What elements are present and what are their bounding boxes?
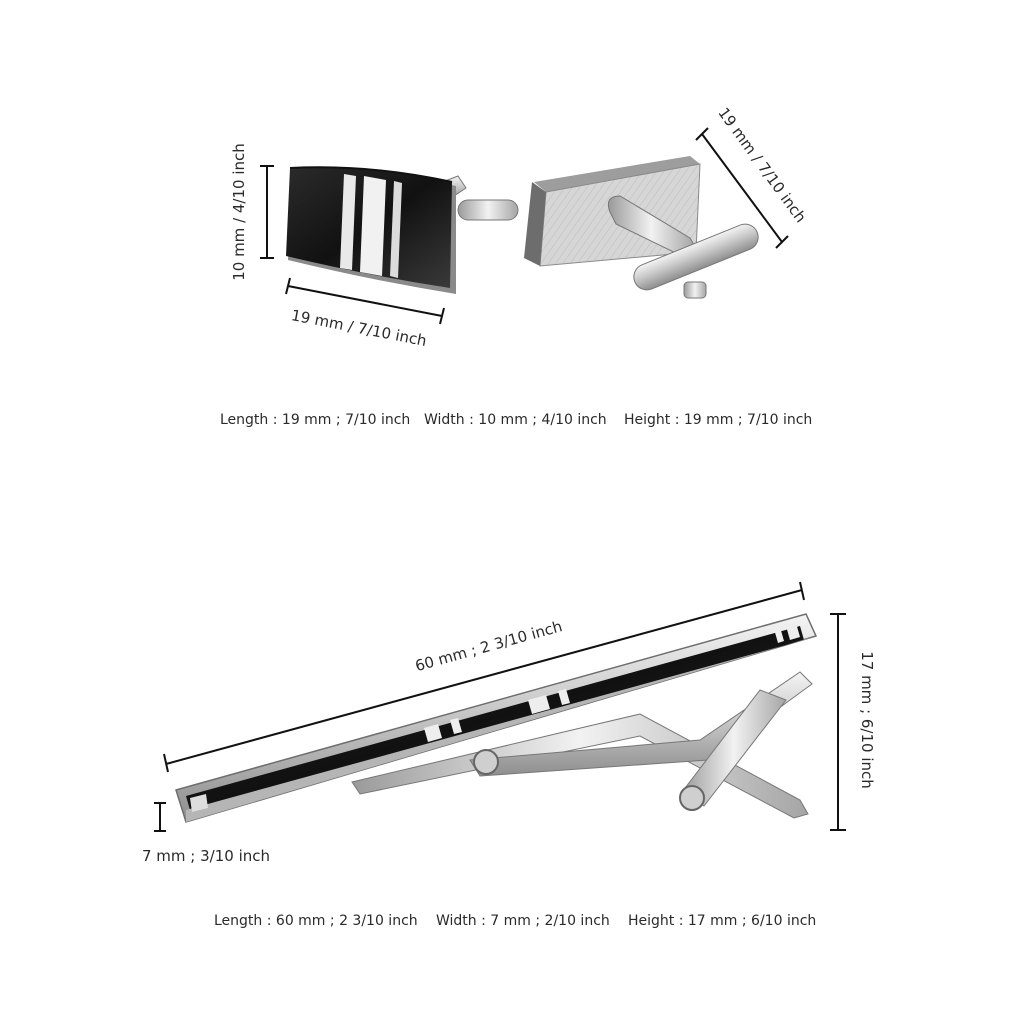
tie-clip-height-label: 17 mm ; 6/10 inch (858, 651, 876, 789)
cufflink-front (286, 167, 518, 294)
tie-clip-thickness-label: 7 mm ; 3/10 inch (142, 847, 271, 865)
tie-clip-length-label: 60 mm ; 2 3/10 inch (413, 617, 565, 676)
cufflink-diagonal-label: 19 mm / 7/10 inch (714, 104, 810, 226)
cufflink-spec-width: Width : 10 mm ; 4/10 inch (424, 412, 607, 428)
cufflink-height-label: 10 mm / 4/10 inch (230, 143, 248, 281)
tie-clip-spec-length: Length : 60 mm ; 2 3/10 inch (214, 913, 418, 929)
cufflink-spec-height: Height : 19 mm ; 7/10 inch (624, 412, 813, 428)
tie-clip-spec-width: Width : 7 mm ; 2/10 inch (436, 913, 610, 929)
tie-clip-spec-height: Height : 17 mm ; 6/10 inch (628, 913, 817, 929)
cufflink-width-label: 19 mm / 7/10 inch (289, 306, 429, 351)
cufflink-back (524, 156, 762, 298)
cufflink-spec-length: Length : 19 mm ; 7/10 inch (220, 412, 411, 428)
